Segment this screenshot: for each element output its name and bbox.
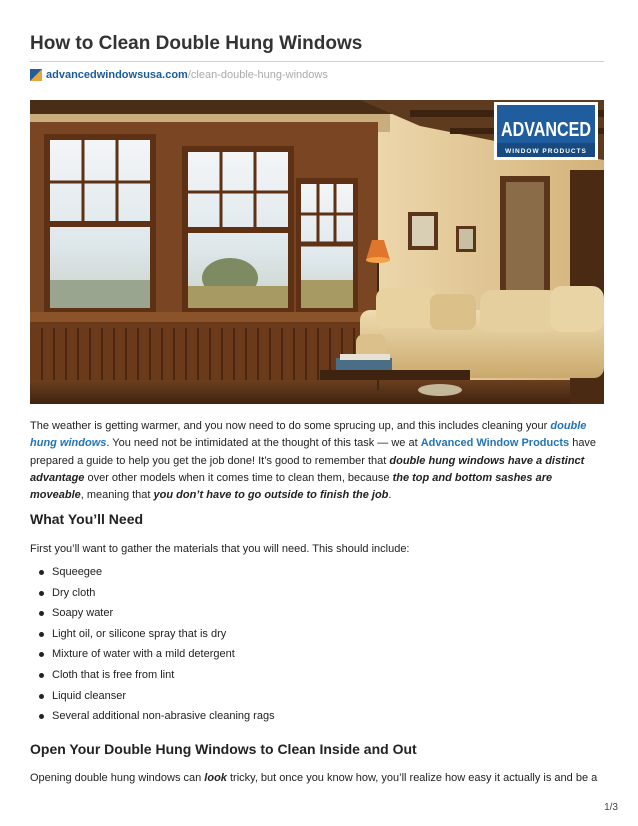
living-room-illustration bbox=[30, 100, 604, 404]
page-number: 1/3 bbox=[604, 802, 618, 813]
title-divider bbox=[30, 61, 604, 62]
window-left bbox=[44, 134, 156, 312]
list-item: Dry cloth bbox=[30, 583, 275, 604]
double-hung-windows-link[interactable]: double hung windows bbox=[30, 420, 587, 450]
list-item: Squeegee bbox=[30, 562, 275, 583]
logo-sub-text: WINDOW PRODUCTS bbox=[505, 148, 587, 155]
list-item: Soapy water bbox=[30, 603, 275, 624]
source-line bbox=[30, 69, 328, 81]
hero-image bbox=[30, 100, 604, 404]
advanced-window-products-link[interactable]: Advanced Window Products bbox=[420, 437, 570, 450]
site-favicon-icon bbox=[30, 69, 42, 81]
list-item: Cloth that is free from lint bbox=[30, 665, 275, 686]
window-middle bbox=[182, 146, 294, 312]
list-item: Mixture of water with a mild detergent bbox=[30, 644, 275, 665]
window-right bbox=[296, 178, 358, 312]
materials-list bbox=[30, 562, 275, 727]
logo-main-text: ADVANCED bbox=[501, 119, 591, 141]
list-item: Light oil, or silicone spray that is dry bbox=[30, 624, 275, 645]
page-title: How to Clean Double Hung Windows bbox=[30, 33, 363, 54]
opening-paragraph: Opening double hung windows can look tricky, but once you know how, you’ll realize how easy it actually is and be a bbox=[30, 772, 598, 784]
list-item: Liquid cleanser bbox=[30, 686, 275, 707]
list-item: Several additional non-abrasive cleaning rags bbox=[30, 706, 275, 727]
source-domain-link[interactable]: advancedwindowsusa.com bbox=[46, 69, 188, 81]
source-path: /clean-double-hung-windows bbox=[187, 69, 328, 81]
section-heading-what-youll-need: What You’ll Need bbox=[30, 511, 144, 527]
materials-lead-text: First you’ll want to gather the materials that you will need. This should include: bbox=[30, 543, 410, 555]
section-heading-open-windows: Open Your Double Hung Windows to Clean Inside and Out bbox=[30, 741, 417, 757]
intro-paragraph: The weather is getting warmer, and you now need to do some sprucing up, and this includes cleaning your double hung windows. You need not be intimidated at the thought of this task — we at Advanced Window Products have prepared a guide to help you get the job done! It’s good to remember that double hung windows have a distinct advantage over other models when it comes time to clean them, because the top and bottom sashes are moveable, meaning that you don’t have to go outside to finish the job. bbox=[30, 420, 597, 502]
